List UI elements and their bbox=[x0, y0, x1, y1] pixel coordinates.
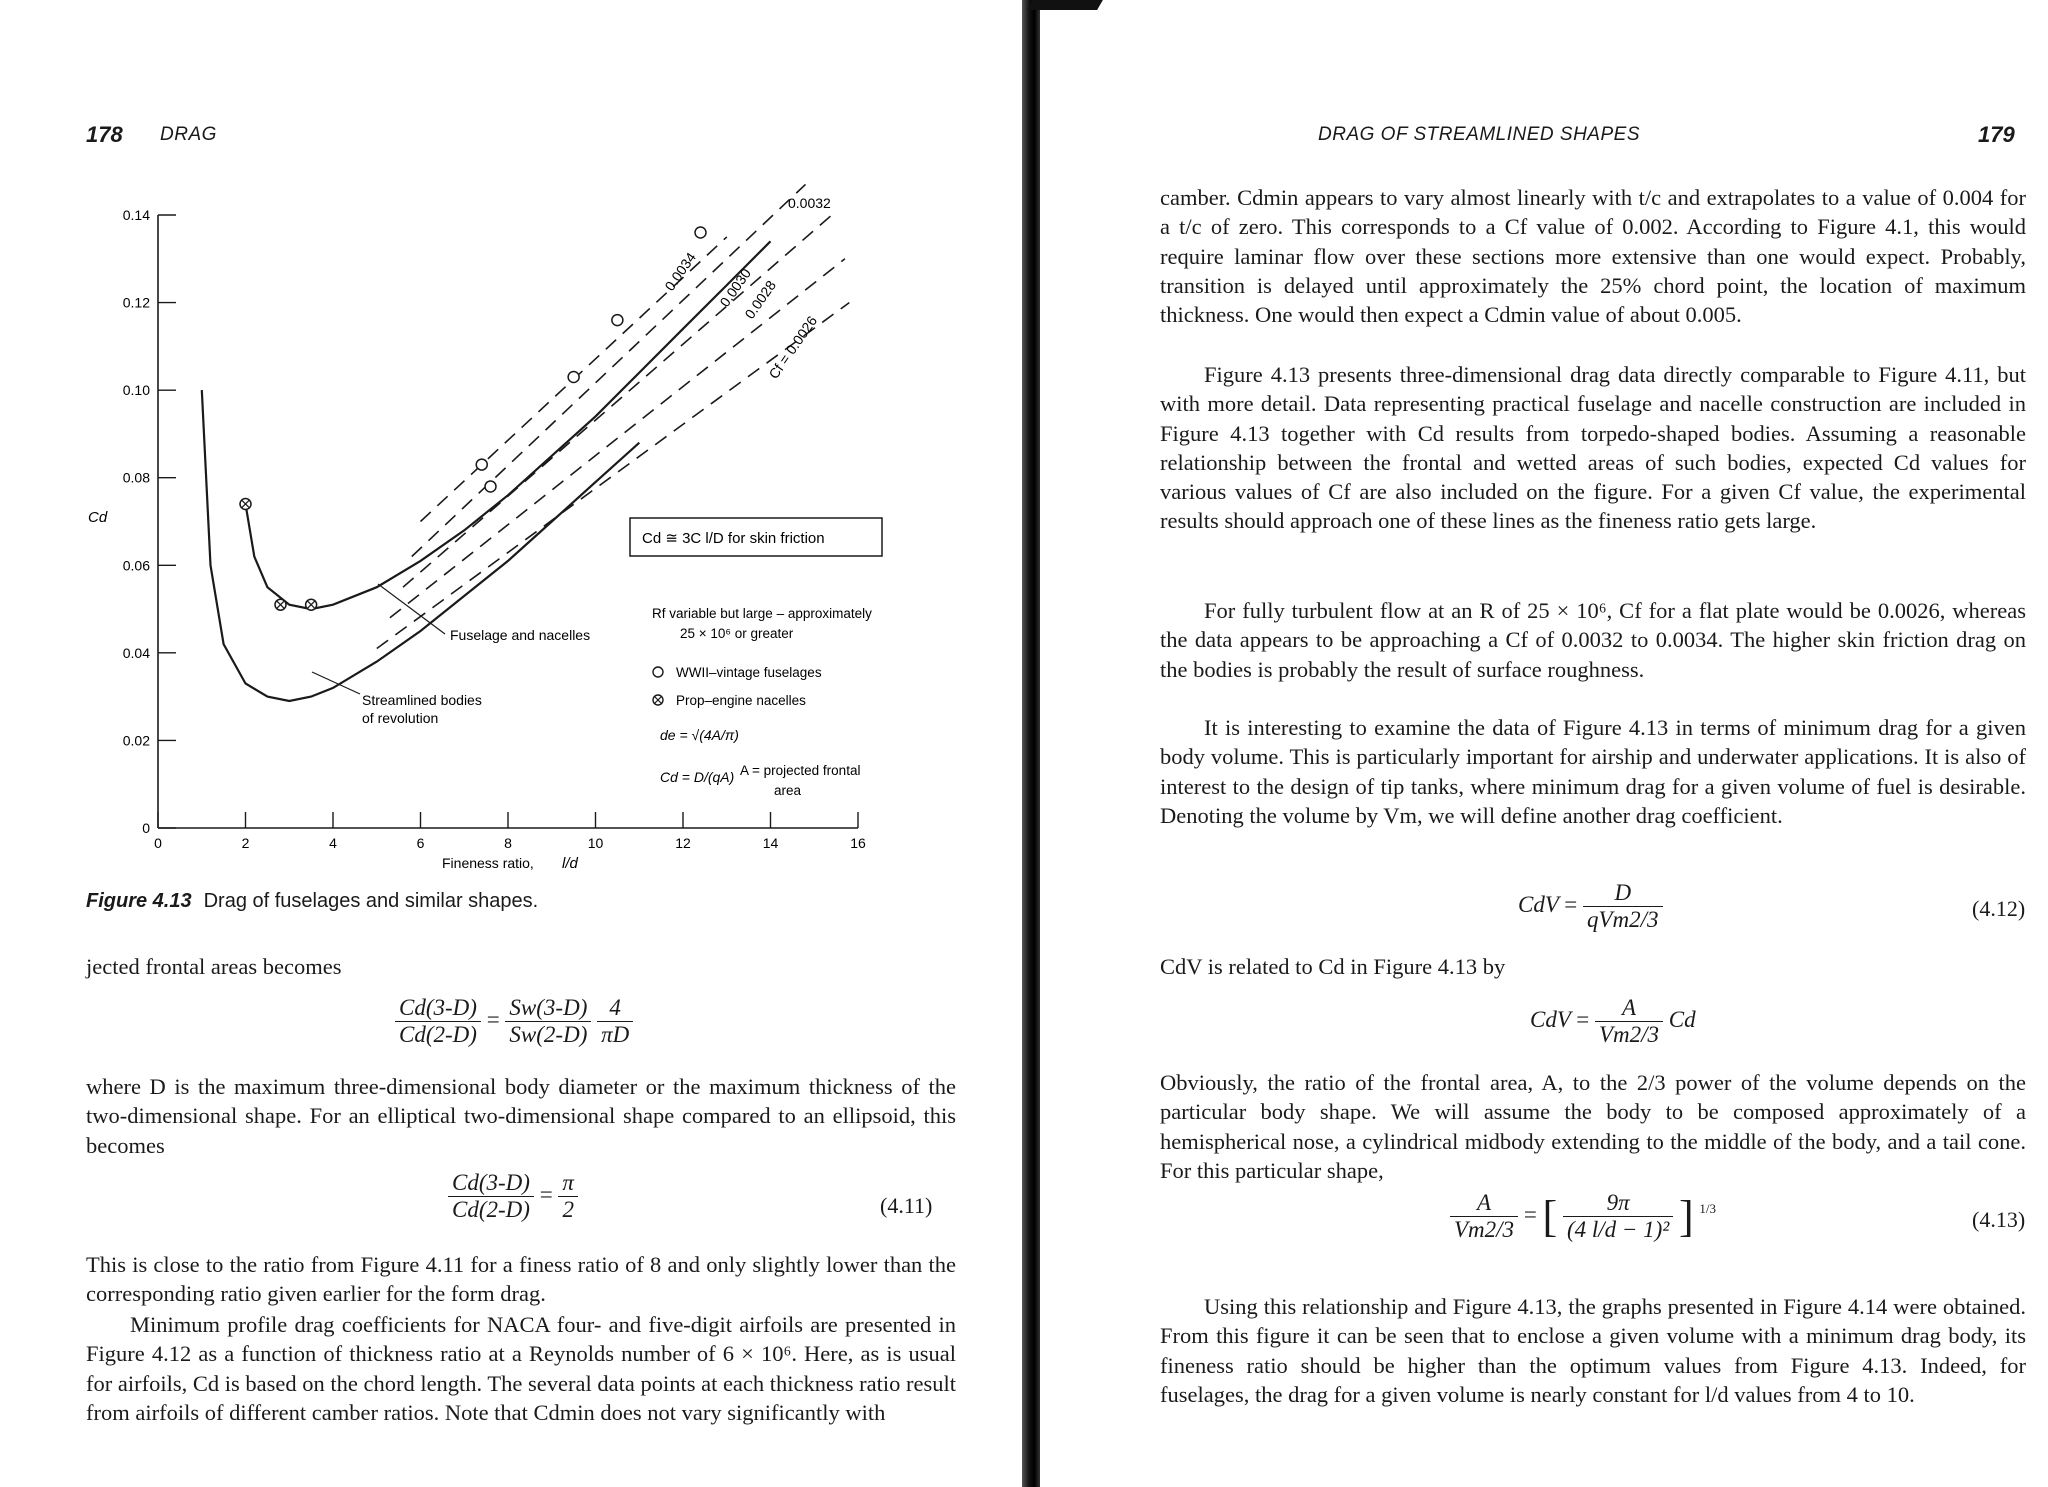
left-page bbox=[0, 0, 1010, 1487]
eq413-power: 1/3 bbox=[1699, 1201, 1716, 1217]
eq413-den: (4 l/d − 1)² bbox=[1566, 1217, 1670, 1242]
streamlined-label-line2: of revolution bbox=[362, 710, 439, 726]
a-definition-line1: A = projected frontal bbox=[740, 763, 861, 778]
eq1-lhs-den: Cd(2-D) bbox=[399, 1022, 477, 1047]
page-number-left: 178 bbox=[86, 122, 123, 147]
series-line-3 bbox=[412, 184, 806, 556]
point-wwii-fuselage bbox=[612, 315, 623, 326]
y-tick-label: 0.10 bbox=[122, 382, 150, 399]
equation-number-4-11: (4.11) bbox=[880, 1193, 933, 1218]
paragraph-2: where D is the maximum three-dimensional body diameter or the maximum thickness of the two-dimensional shape. For an elliptical two-dimensional shape compared to an ellipsoid, this becomes bbox=[86, 1074, 956, 1158]
point-prop-nacelle bbox=[240, 498, 251, 509]
chart-series bbox=[202, 184, 850, 701]
page-number-right: 179 bbox=[1978, 122, 2015, 147]
paragraph-r6: Obviously, the ratio of the frontal area, A, to the 2/3 power of the volume depends on the particular body shape. We will assume the body to be composed approximately of a hemispherical nose, a cylindrical midbody extending to the middle of the body, and a tail cone. For this particular shape, bbox=[1160, 1070, 2026, 1183]
de-formula: de = √(4A/π) bbox=[660, 727, 739, 743]
line-label-0028: 0.0028 bbox=[741, 277, 780, 322]
equation-4-12: CdV = $\frac{D}{\text{qVm2/3}}$ bbox=[1518, 880, 1663, 933]
eq1-lhs-num: Cd(3-D) bbox=[395, 995, 481, 1022]
x-tick-label: 0 bbox=[154, 835, 162, 851]
eq413-lhs-num: A bbox=[1450, 1190, 1518, 1217]
point-wwii-fuselage bbox=[476, 459, 487, 470]
line-label-0034: 0.0034 bbox=[661, 249, 700, 294]
fuselage-arrow bbox=[378, 584, 445, 634]
legend-cross-label: Prop–engine nacelles bbox=[676, 693, 806, 708]
figure-caption-text: Drag of fuselages and similar shapes. bbox=[203, 890, 539, 912]
streamlined-label-line1: Streamlined bodies bbox=[362, 692, 482, 708]
figure-caption bbox=[86, 890, 538, 913]
y-tick-label: 0.02 bbox=[122, 732, 150, 749]
x-tick-label: 12 bbox=[675, 835, 691, 851]
eq2-rhs-num: π bbox=[558, 1170, 578, 1197]
eq413-lhs-den: Vm2/3 bbox=[1454, 1217, 1515, 1242]
paragraph-r7: Using this relationship and Figure 4.13, the graphs presented in Figure 4.14 were obtained. From this figure it can be seen that to enclose a given volume with a minimum drag body, its fineness ratio should be higher than the optimum values from Figure 4.13. Indeed, for fuselages, the drag for a given volume is nearly constant for l/d values from 4 to 10. bbox=[1160, 1294, 2026, 1407]
eq412-num: D bbox=[1583, 880, 1663, 907]
book-binding bbox=[1022, 0, 1040, 1487]
legend-cross-symbol bbox=[653, 695, 663, 705]
rf-note-line1: Rf variable but large – approximately bbox=[652, 606, 872, 621]
line-label-0032: 0.0032 bbox=[788, 195, 831, 211]
x-tick-label: 10 bbox=[587, 835, 604, 851]
eq413-num: 9π bbox=[1563, 1190, 1673, 1217]
eq412-den: qVm2/3 bbox=[1586, 907, 1659, 932]
x-tick-label: 8 bbox=[504, 835, 512, 851]
point-prop-nacelle bbox=[306, 599, 317, 610]
figure-4-13-chart bbox=[0, 0, 1010, 880]
eqrel-num: A bbox=[1595, 995, 1663, 1022]
eqrel-tail: Cd bbox=[1668, 1006, 1696, 1032]
eqrel-lhs: CdV bbox=[1530, 1006, 1571, 1032]
y-tick-label: 0 bbox=[142, 820, 150, 836]
eq2-lhs-den: Cd(2-D) bbox=[452, 1197, 530, 1222]
equation-number-4-12: (4.12) bbox=[1972, 896, 2026, 921]
eq2-lhs-num: Cd(3-D) bbox=[448, 1170, 534, 1197]
line-label-0026: Cf = 0.0026 bbox=[765, 312, 821, 382]
y-tick-label: 0.12 bbox=[122, 294, 150, 311]
right-page bbox=[1040, 0, 2048, 1487]
paragraph-r4: It is interesting to examine the data of Figure 4.13 in terms of minimum drag for a given body volume. This is particularly important for airship and underwater applications. It is also of interest to the design of tip tanks, where minimum drag for a given volume of fuel is desirable. Denoting the volume by Vm, we will define another drag coefficient. bbox=[1160, 715, 2026, 828]
x-tick-label: 14 bbox=[762, 835, 779, 851]
point-wwii-fuselage bbox=[485, 481, 496, 492]
equation-relation: CdV = $\frac{A}{Vm2/3}$ Cd bbox=[1530, 995, 1696, 1047]
eq412-lhs: CdV bbox=[1518, 891, 1559, 917]
rf-note-line2: 25 × 10⁶ or greater bbox=[680, 626, 794, 641]
point-prop-nacelle bbox=[275, 599, 286, 610]
x-tick-label: 6 bbox=[416, 835, 425, 851]
equation-4-11: $\frac{Cd(3-D)}{Cd(2-D)}$ = $\frac{\pi}{2}$ bbox=[448, 1170, 578, 1223]
eq2-rhs-den: 2 bbox=[562, 1197, 574, 1222]
text-after-figure: jected frontal areas becomes bbox=[86, 954, 342, 979]
paragraph-r5: CdV is related to Cd in Figure 4.13 by bbox=[1160, 954, 1506, 979]
eq1-rhs2-den: πD bbox=[601, 1022, 630, 1047]
legend-circle-symbol bbox=[653, 667, 663, 677]
y-axis-label: Cd bbox=[88, 509, 108, 526]
equation-number-4-13: (4.13) bbox=[1972, 1207, 2026, 1232]
series-line-5 bbox=[390, 259, 845, 618]
y-tick-label: 0.14 bbox=[122, 207, 150, 223]
x-tick-label: 4 bbox=[329, 835, 337, 851]
legend-circle-label: WWII–vintage fuselages bbox=[676, 665, 822, 680]
paragraph-r2: Figure 4.13 presents three-dimensional drag data directly comparable to Figure 4.11, but with more detail. Data representing practical fuselage and nacelle construction are included in Figure 4.13 together with Cd results from torpedo-shaped bodies. Assuming a reasonable relationship between the frontal and wetted areas of such bodies, expected Cd values for various values of Cf are also included on the figure. For a given Cf value, the experimental results should approach one of these lines as the fineness ratio gets large. bbox=[1160, 362, 2026, 534]
paragraph-3: This is close to the ratio from Figure 4.11 for a finess ratio of 8 and only slightly lower than the corresponding ratio given earlier for the form drag. bbox=[86, 1252, 956, 1307]
x-axis-label: Fineness ratio, bbox=[442, 855, 534, 871]
cd-formula: Cd = D/(qA) bbox=[660, 769, 735, 785]
y-tick-label: 0.06 bbox=[122, 557, 150, 574]
fuselage-label: Fuselage and nacelles bbox=[450, 627, 591, 643]
eq1-rhs1-num: Sw(3-D) bbox=[505, 995, 591, 1022]
equation-4-13: $\frac{A}{Vm2/3}$ = [ $\frac{9\pi}{\text{(4 l/d − 1)²}}$ ] $^{1/3}$ bbox=[1450, 1190, 1716, 1243]
running-head-left: DRAG bbox=[160, 124, 217, 145]
point-wwii-fuselage bbox=[695, 227, 706, 238]
x-tick-label: 16 bbox=[850, 835, 866, 851]
x-axis-fraction: l/d bbox=[562, 855, 578, 872]
paragraph-r1: camber. Cdmin appears to vary almost linearly with t/c and extrapolates to a value of 0.004 for a t/c of zero. This corresponds to a Cf value of 0.002. According to Figure 4.1, this would require laminar flow over these sections more extensive than one would expect. Probably, transition is delayed until approximately the 25% chord point, the location of maximum thickness. One would then expect a Cdmin value of about 0.005. bbox=[1160, 185, 2026, 328]
skin-friction-formula: Cd ≅ 3C l/D for skin friction bbox=[642, 530, 825, 547]
running-head-right: DRAG OF STREAMLINED SHAPES bbox=[1318, 124, 1640, 145]
a-definition-line2: area bbox=[774, 783, 802, 798]
y-tick-label: 0.04 bbox=[122, 644, 150, 661]
eq1-rhs2-num: 4 bbox=[597, 995, 633, 1022]
paragraph-4: Minimum profile drag coefficients for NACA four- and five-digit airfoils are presented in Figure 4.12 as a function of thickness ratio at a Reynolds number of 6 × 10⁶. Here, as is usual for airfoils, Cd is based on the chord length. The several data points at each thickness ratio result from airfoils of different camber ratios. Note that Cdmin does not vary significantly with bbox=[86, 1312, 956, 1425]
paragraph-r3: For fully turbulent flow at an R of 25 × 10⁶, Cf for a flat plate would be 0.0026, whereas the data appears to be approaching a Cf of 0.0032 to 0.0034. The higher skin friction drag on the bodies is probably the result of surface roughness. bbox=[1160, 598, 2026, 682]
eq1-rhs1-den: Sw(2-D) bbox=[509, 1022, 588, 1047]
x-tick-label: 2 bbox=[241, 835, 250, 851]
point-wwii-fuselage bbox=[568, 372, 579, 383]
equation-ratio-3d-2d: $\frac{Cd(3-D)}{Cd(2-D)}$ = $\frac{Sw(3-D)}{Sw(2-D)}$ $\frac{4}{\pi D}$ bbox=[395, 995, 633, 1048]
line-label-0030: 0.0030 bbox=[716, 265, 755, 310]
y-tick-label: 0.08 bbox=[122, 469, 150, 486]
eqrel-den: Vm2/3 bbox=[1598, 1022, 1660, 1047]
figure-caption-label: Figure 4.13 bbox=[86, 890, 192, 912]
